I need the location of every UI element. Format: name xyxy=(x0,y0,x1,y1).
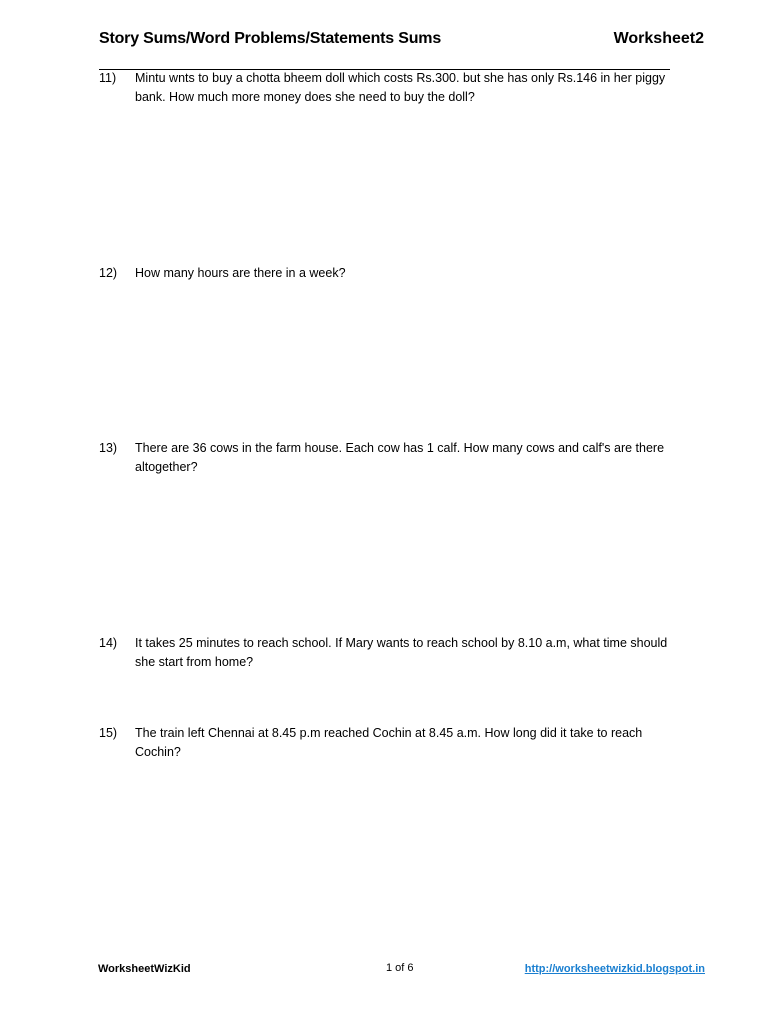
question-number: 14) xyxy=(99,636,118,650)
page-header xyxy=(0,0,768,60)
question-text: How many hours are there in a week? xyxy=(135,266,346,280)
question-number: 13) xyxy=(99,441,118,455)
footer-brand: WorksheetWizKid xyxy=(98,963,191,975)
question-text: There are 36 cows in the farm house. Each cow has 1 calf. How many cows and calf's are there altogether? xyxy=(135,441,665,474)
website-link[interactable]: http://worksheetwizkid.blogspot.in xyxy=(524,963,705,975)
question-number: 15) xyxy=(99,726,118,740)
question-number: 11) xyxy=(99,71,117,85)
worksheet-title: Story Sums/Word Problems/Statements Sums xyxy=(99,30,442,47)
worksheet-number: Worksheet2 xyxy=(613,30,704,47)
question-text: It takes 25 minutes to reach school. If Mary wants to reach school by 8.10 a.m, what time should she start from home? xyxy=(135,636,668,669)
question-text: Mintu wnts to buy a chotta bheem doll which costs Rs.300. but she has only Rs.146 in her piggy bank. How much more money does she need to buy the doll? xyxy=(135,71,666,104)
question-text: The train left Chennai at 8.45 p.m reached Cochin at 8.45 a.m. How long did it take to reach Cochin? xyxy=(135,726,643,759)
page-number: 1 of 6 xyxy=(386,962,414,974)
question-number: 12) xyxy=(99,266,118,280)
page-footer xyxy=(0,960,768,984)
